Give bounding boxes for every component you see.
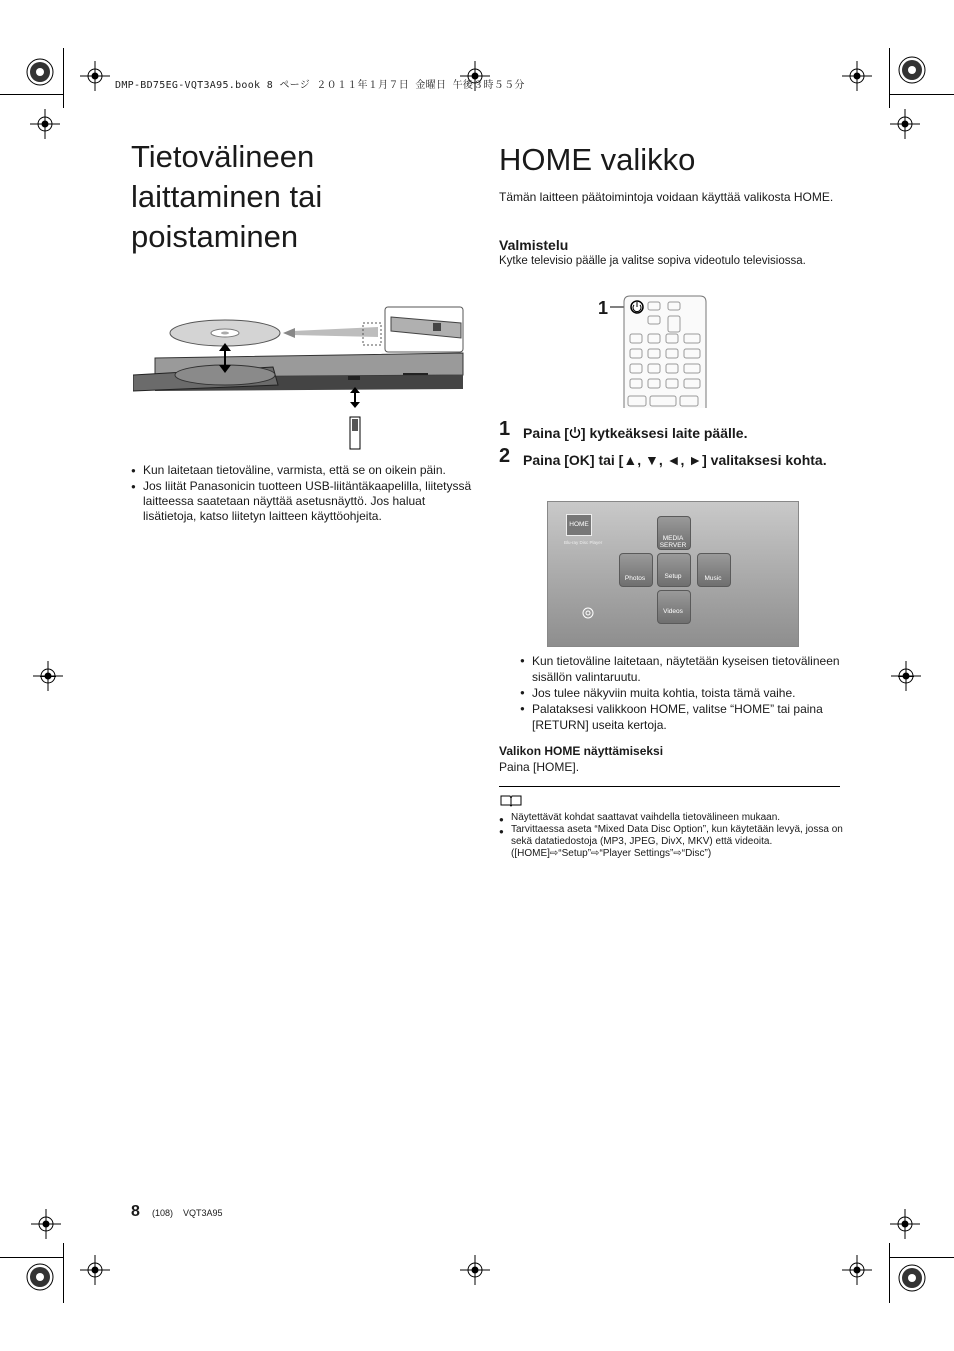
step-number: 2: [499, 445, 511, 467]
videos-button: [657, 590, 691, 624]
step-2: [499, 445, 844, 470]
intro-text: Tämän laitteen päätoimintoja voidaan käyttää valikosta HOME.: [499, 190, 834, 204]
home-label: HOME: [566, 514, 592, 536]
section-title-media: Tietovälineen laittaminen tai poistaminen: [131, 139, 323, 254]
remote-control-illustration: [610, 294, 710, 410]
step-number: 1: [499, 418, 511, 440]
media-notes-list: [131, 463, 476, 525]
list-item: ● Näytettävät kohdat saattavat vaihdella tietovälineen mukaan.: [499, 812, 844, 824]
page-code: (108) VQT3A95: [152, 1208, 223, 1218]
step-text-pre: Paina [: [523, 425, 569, 441]
step-1: [499, 418, 844, 443]
disc-insert-illustration: [133, 303, 473, 453]
setup-button: [657, 553, 691, 587]
videos-label: Videos: [663, 608, 683, 615]
power-icon: [569, 426, 581, 439]
preparation-title: Valmistelu: [499, 237, 569, 253]
home-menu-screenshot: [547, 501, 799, 647]
remote-callout-number: 1: [598, 298, 609, 318]
list-item: ● Palataksesi valikkoon HOME, valitse “HOME” tai paina [RETURN] useita kertoja.: [520, 701, 845, 733]
list-item: ● Tarvittaessa aseta “Mixed Data Disc Option”, kun käytetään levyä, jossa on sekä datatiedostoja (MP3, JPEG, DivX, MKV) että videoita. ([HOME]⇨“Setup”⇨“Player Settings”⇨“Disc”): [499, 824, 844, 860]
preparation-text: Kytke televisio päälle ja valitse sopiva videotulo televisiossa.: [499, 255, 806, 267]
display-home-text: Paina [HOME].: [499, 760, 580, 774]
disc-notes-list: [499, 812, 844, 860]
home-subtitle: Blu-ray Disc Player: [564, 540, 603, 545]
file-header: DMP-BD75EG-VQT3A95.book 8 ページ ２０１１年１月７日 金曜日 午後３時５５分: [115, 80, 525, 91]
list-item: ● Jos tulee näkyviin muita kohtia, toista tämä vaihe.: [520, 685, 845, 701]
music-label: Music: [704, 575, 722, 582]
setup-label: Setup: [664, 573, 682, 580]
home-notes-list: [520, 653, 845, 733]
list-item: ● Jos liität Panasonicin tuotteen USB-liitäntäkaapelilla, liitetyssä laitteessa saatetaan näyttää asetusnäyttö. Jos haluat lisätietoja, katso liitetyn laitteen käyttöohjeita.: [131, 479, 476, 524]
photos-label: Photos: [624, 575, 646, 582]
display-home-title: Valikon HOME näyttämiseksi: [499, 744, 664, 758]
step-text-post: ] kytkeäksesi laite päälle.: [580, 425, 748, 441]
section-title-home: HOME valikko: [499, 142, 696, 177]
media-server-label: MEDIA SERVER: [659, 535, 687, 549]
navigation-cross-icon: [582, 607, 594, 619]
divider: [499, 786, 840, 787]
page-number: 8: [131, 1203, 140, 1220]
step-text: Paina [OK] tai [▲, ▼, ◄, ►] valitaksesi kohta.: [523, 452, 827, 468]
list-item: ● Kun tietoväline laitetaan, näytetään kyseisen tietovälineen sisällön valintaruutu.: [520, 653, 845, 685]
note-book-icon: [500, 794, 522, 807]
list-item: ● Kun laitetaan tietoväline, varmista, että se on oikein päin.: [131, 463, 476, 478]
